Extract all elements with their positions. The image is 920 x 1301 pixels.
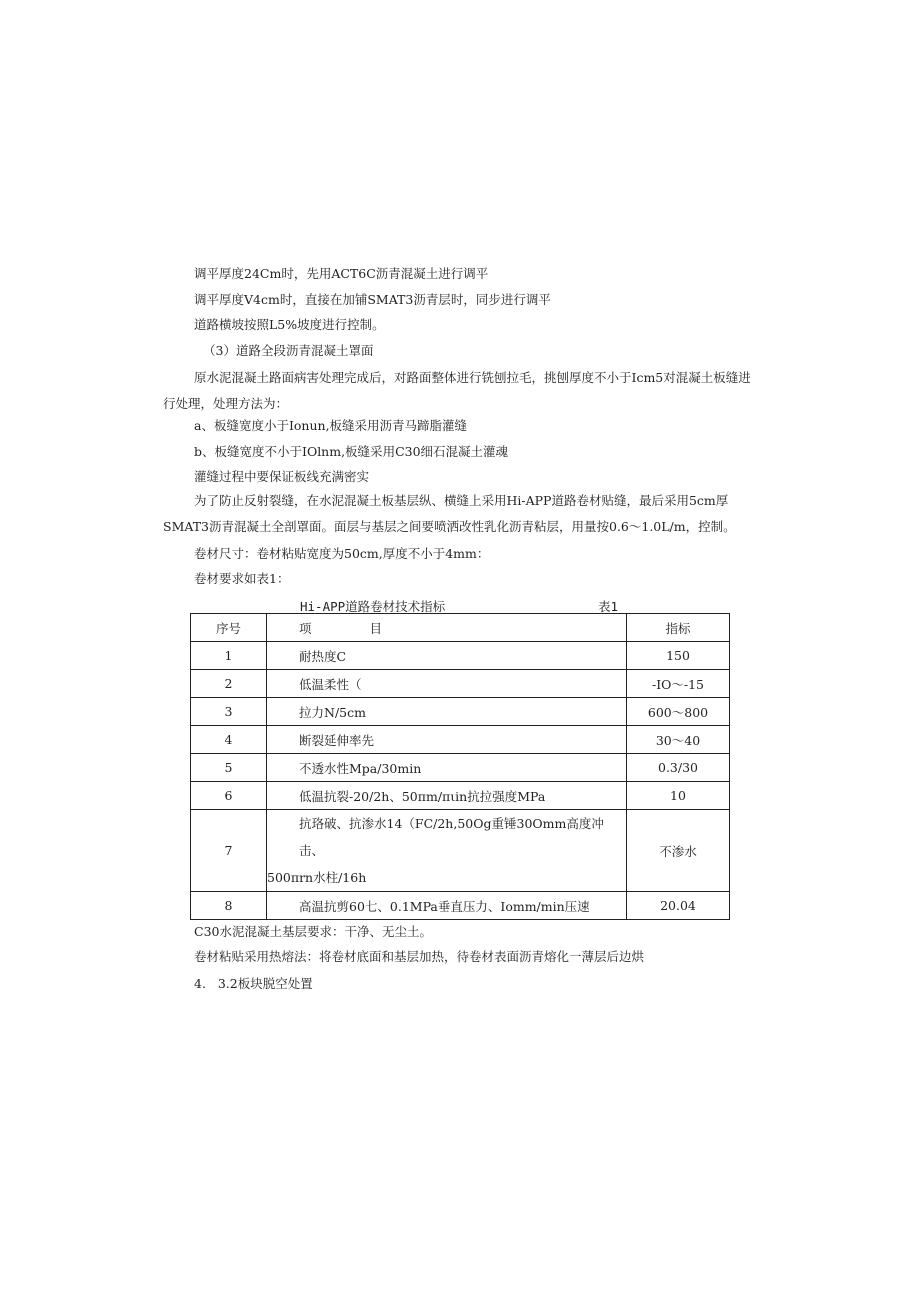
header-item-a: 项 — [299, 620, 312, 636]
row-value: 30～40 — [627, 726, 730, 754]
row-no: 6 — [191, 782, 267, 810]
row-value: 10 — [627, 782, 730, 810]
row-item: 低温抗裂-20/2h、50πm/πιin抗拉强度MPa — [267, 782, 627, 810]
list-item-a: a、板缝宽度小于Ionun,板缝采用沥青马蹄脂灌缝 — [194, 418, 468, 433]
row-value: 20.04 — [627, 892, 730, 920]
header-item — [267, 614, 627, 642]
text-line-base-requirement: C30水泥混凝土基层要求：干净、无尘土。 — [194, 924, 432, 939]
text-line-leveling-24: 调平厚度24Cm时，先用ACT6C沥青混凝土进行调平 — [194, 266, 489, 281]
text-line-leveling-4: 调平厚度V4cm时，直接在加铺SMAT3沥青层时，同步进行调平 — [194, 292, 551, 307]
row-no: 7 — [191, 810, 267, 892]
row-item: 低温柔性（ — [267, 670, 627, 698]
row-item: 断裂延伸率先 — [267, 726, 627, 754]
row-item — [267, 810, 627, 892]
text-line-hot-melt: 卷材粘贴采用热熔法：将卷材底面和基层加热，待卷材表面沥青熔化一薄层后边烘 — [194, 949, 645, 964]
text-line-membrane-size: 卷材尺寸：卷材粘贴宽度为50cm,厚度不小于4mm： — [194, 546, 490, 561]
row-item-line1: 抗珞破、抗渗水14（FC/2h,50Og重锤30Omm高度冲击、 — [299, 816, 604, 858]
table-header-row — [191, 614, 730, 642]
table-row — [191, 754, 730, 782]
table-row — [191, 670, 730, 698]
row-item: 拉力N/5cm — [267, 698, 627, 726]
row-item: 不透水性Mpa/30min — [267, 754, 627, 782]
paragraph-milling-text: 原水泥混凝土路面病害处理完成后，对路面整体进行铣刨拉毛，挑刨厚度不小于Icm5对混凝土板缝进行处理，处理方法为： — [163, 370, 751, 411]
table-row — [191, 892, 730, 920]
section-heading: （3）道路全段沥青混凝土罩面 — [203, 343, 374, 358]
paragraph-reflective-crack-text: 为了防止反射裂缝，在水泥混凝土板基层纵、横缝上采用Hi-APP道路卷材贴缝，最后采用5cm厚SMAT3沥青混凝土全剖罩面。面层与基层之间要喷洒改性乳化沥青粘层，用量按0.6～1.0L/m，控制。 — [163, 493, 736, 534]
row-item: 高温抗剪60七、0.1MPa垂直压力、Iomm/min压速 — [267, 892, 627, 920]
subsection-heading: 4. 3.2板块脱空处置 — [194, 976, 313, 991]
row-no: 5 — [191, 754, 267, 782]
row-no: 4 — [191, 726, 267, 754]
row-value: 不渗水 — [627, 810, 730, 892]
row-item-line2: 500πrn水柱/16h — [267, 870, 367, 885]
table-row — [191, 726, 730, 754]
list-item-b: b、板缝宽度不小于IOlnm,板缝采用C30细石混凝土灌魂 — [194, 444, 509, 459]
paragraph-milling — [163, 365, 763, 417]
row-no: 1 — [191, 642, 267, 670]
text-line-membrane-ref: 卷材要求如表1： — [194, 571, 290, 586]
header-value: 指标 — [627, 614, 730, 642]
text-line-grouting: 灌缝过程中要保证板线充满密实 — [194, 469, 370, 484]
table-title: Hi-APP道路卷材技术指标 — [300, 599, 446, 614]
header-item-b: 目 — [369, 620, 383, 636]
spec-table — [190, 613, 730, 920]
row-value: 0.3/30 — [627, 754, 730, 782]
table-row — [191, 642, 730, 670]
table-label: 表1 — [598, 599, 619, 614]
table-row — [191, 698, 730, 726]
paragraph-reflective-crack — [163, 488, 763, 540]
row-no: 2 — [191, 670, 267, 698]
row-value: -IO～-15 — [627, 670, 730, 698]
row-no: 8 — [191, 892, 267, 920]
row-value: 150 — [627, 642, 730, 670]
row-item: 耐热度C — [267, 642, 627, 670]
table-row — [191, 810, 730, 892]
text-line-slope: 道路横坡按照L5%坡度进行控制。 — [194, 317, 385, 332]
header-no: 序号 — [191, 614, 267, 642]
row-no: 3 — [191, 698, 267, 726]
row-value: 600～800 — [627, 698, 730, 726]
table-row — [191, 782, 730, 810]
